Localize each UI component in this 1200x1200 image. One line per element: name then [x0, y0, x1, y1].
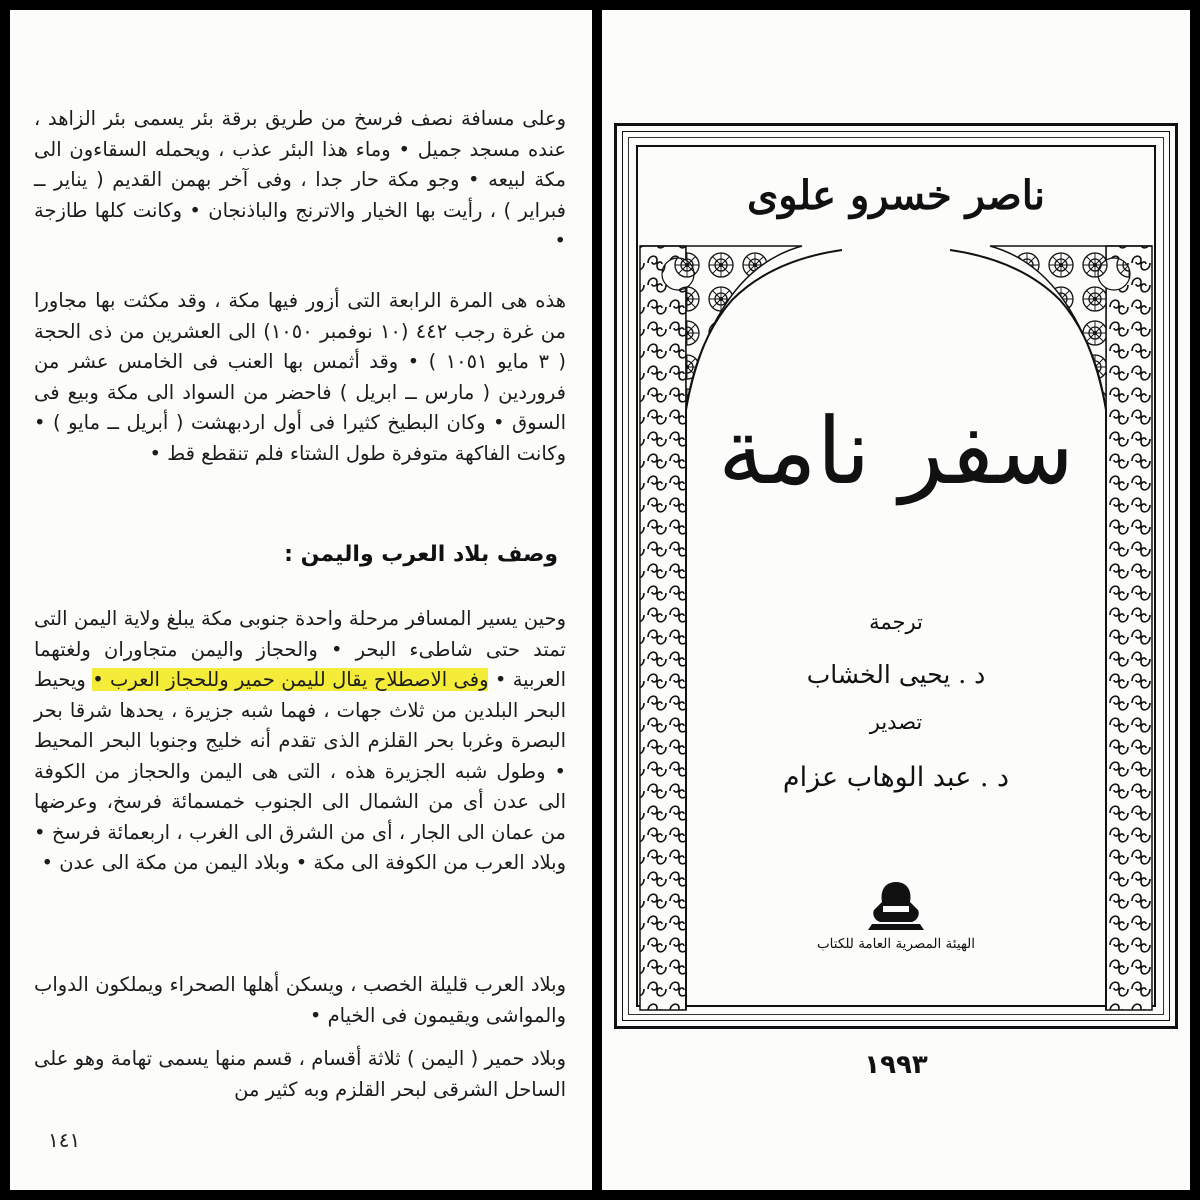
- author-name: ناصر خسرو علوى: [746, 172, 1046, 219]
- cover-page: [602, 10, 1190, 1190]
- paragraph-2-text: هذه هى المرة الرابعة التى أزور فيها مكة ، وقد مكثت بها مجاورا من غرة رجب ٤٤٢ (١٠ نوفمبر ١٠٥٠) الى العشرين من ذى الحجة ( ٣ مايو ١٠٥١ ) • وقد أثمس بها العنب فى الخامس عشر من فروردين ( مارس ــ ابريل ) فاحضر من السواد الى مكة وبيع فى السوق • وكان البطيخ كثيرا فى أول اردبهشت ( أبريل ــ مايو ) • وكانت الفاكهة متوفرة طول الشتاء فلم تنقطع قط •: [34, 289, 566, 465]
- paragraph-1: [34, 104, 566, 257]
- text-page: [10, 10, 592, 1190]
- page-number: ١٤١: [48, 1128, 81, 1152]
- translation-label: ترجمة: [869, 610, 923, 634]
- paragraph-3-after: ويحيط البحر البلدين من ثلاث جهات ، فهما شبه جزيرة ، يحدها شرقا بحر البصرة وغربا بحر القلزم الذى تقدم أنه خليج وجنوبا البحر المحيط • وطول شبه الجزيرة هذه ، التى هى اليمن والحجاز من الكوفة الى عدن أى من الشمال الى الجنوب خمسمائة فرسخ، وعرضها من عمان الى الجار ، أى من الشرق الى الغرب ، اربعمائة فرسخ • وبلاد العرب من الكوفة الى مكة • وبلاد اليمن من مكة الى عدن •: [34, 668, 566, 874]
- paragraph-2: [34, 286, 566, 469]
- publication-year: ١٩٩٣: [864, 1050, 928, 1080]
- paragraph-5: [34, 1044, 566, 1105]
- frame-left: [0, 0, 10, 1200]
- paragraph-4: [34, 970, 566, 1031]
- paragraph-3: [34, 604, 566, 879]
- publisher-logo-icon: [868, 882, 924, 930]
- preface-label: تصدير: [869, 710, 923, 734]
- publisher-name: الهيئة المصرية العامة للكتاب: [816, 936, 976, 952]
- book-title: سفر نامة: [718, 398, 1074, 505]
- section-heading: وصف بلاد العرب واليمن :: [284, 542, 558, 567]
- prefacer-name: د . عبد الوهاب عزام: [782, 762, 1010, 793]
- highlighted-text[interactable]: وفى الاصطلاح يقال لليمن حمير وللحجاز العرب •: [92, 668, 489, 691]
- frame-divider: [592, 0, 602, 1200]
- paragraph-4-text: وبلاد العرب قليلة الخصب ، ويسكن أهلها الصحراء ويملكون الدواب والمواشى ويقيمون فى الخيام •: [34, 973, 566, 1027]
- translator-name: د . يحيى الخشاب: [806, 660, 986, 689]
- paragraph-3-before: وحين يسير المسافر مرحلة واحدة جنوبى مكة يبلغ ولاية اليمن التى تمتد حتى شاطىء البحر • والحجاز واليمن متجاوران ولغتهما العربية •: [34, 607, 566, 691]
- paragraph-5-text: وبلاد حمير ( اليمن ) ثلاثة أقسام ، قسم منها يسمى تهامة وهو على الساحل الشرقى لبحر القلزم وبه كثير من: [34, 1047, 566, 1101]
- paragraph-1-text: وعلى مسافة نصف فرسخ من طريق برقة بئر يسمى بئر الزاهد ، عنده مسجد جميل • وماء هذا البئر عذب ، ويحمله السقاءون الى مكة لبيعه • وجو مكة حار جدا ، وفى آخر بهمن القديم ( يناير ــ فبراير ) ، رأيت بها الخيار والاترنج والباذنجان • وكانت كلها طازجة •: [34, 107, 566, 252]
- frame-right: [1190, 0, 1200, 1200]
